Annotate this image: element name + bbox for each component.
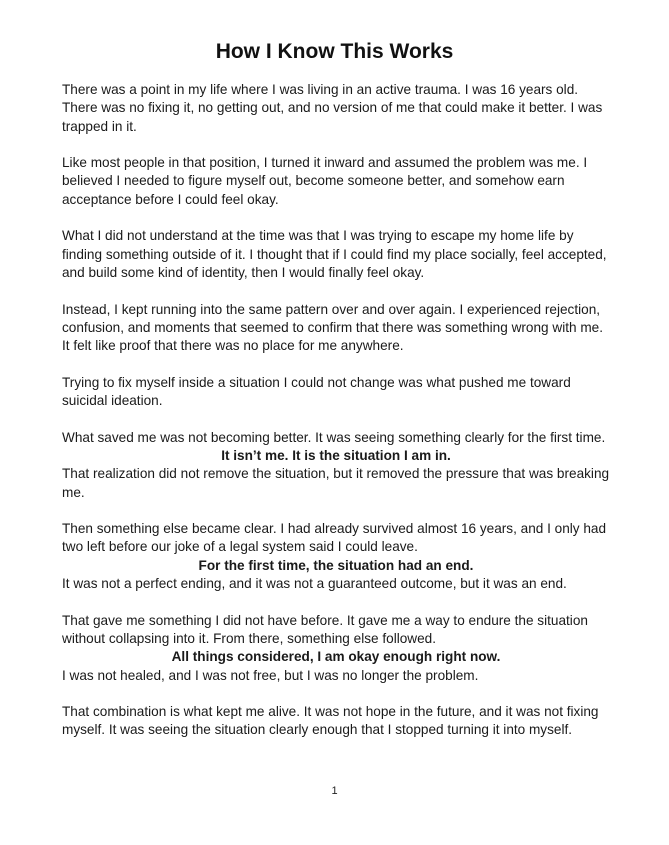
paragraph: That combination is what kept me alive. It was not hope in the future, and it was not fixing myself. It was seeing the situation clearly enough that I stopped turning it into myself. xyxy=(62,704,599,738)
document-body xyxy=(62,81,610,740)
paragraph: That realization did not remove the situation, but it removed the pressure that was breaking me. xyxy=(62,466,610,500)
paragraph: Like most people in that position, I turned it inward and assumed the problem was me. I believed I needed to figure myself out, become someone better, and somehow earn acceptance before I could feel okay. xyxy=(62,155,588,207)
paragraph: Trying to fix myself inside a situation I could not change was what pushed me toward suicidal ideation. xyxy=(62,374,571,409)
paragraph: I was not healed, and I was not free, but I was no longer the problem. xyxy=(62,667,479,683)
paragraph: What saved me was not becoming better. It was seeing something clearly for the first time. xyxy=(62,429,606,445)
page-number: 1 xyxy=(331,785,338,797)
paragraph: Instead, I kept running into the same pattern over and over again. I experienced rejection, confusion, and moments that seemed to confirm that there was something wrong with me. It felt like proof that there was no place for me anywhere. xyxy=(62,301,603,354)
paragraph: It was not a perfect ending, and it was not a guaranteed outcome, but it was an end. xyxy=(62,576,567,592)
paragraph: There was a point in my life where I was living in an active trauma. I was 16 years old. There was no fixing it, no getting out, and no version of me that could make it better. I was trapped in it. xyxy=(62,82,603,134)
emphasis-line: All things considered, I am okay enough right now. xyxy=(171,649,501,665)
page-title: How I Know This Works xyxy=(215,40,454,63)
paragraph: What I did not understand at the time was that I was trying to escape my home life by finding something outside of it. I thought that if I could find my place socially, feel accepted, and build some kind of identity, then I would finally feel okay. xyxy=(62,228,607,280)
paragraph: Then something else became clear. I had already survived almost 16 years, and I only had two left before our joke of a legal system said I could leave. xyxy=(62,521,607,555)
emphasis-line: For the first time, the situation had an end. xyxy=(198,557,474,573)
paragraph: That gave me something I did not have before. It gave me a way to endure the situation without collapsing into it. From there, something else followed. xyxy=(62,612,588,646)
emphasis-line: It isn’t me. It is the situation I am in. xyxy=(221,447,451,463)
